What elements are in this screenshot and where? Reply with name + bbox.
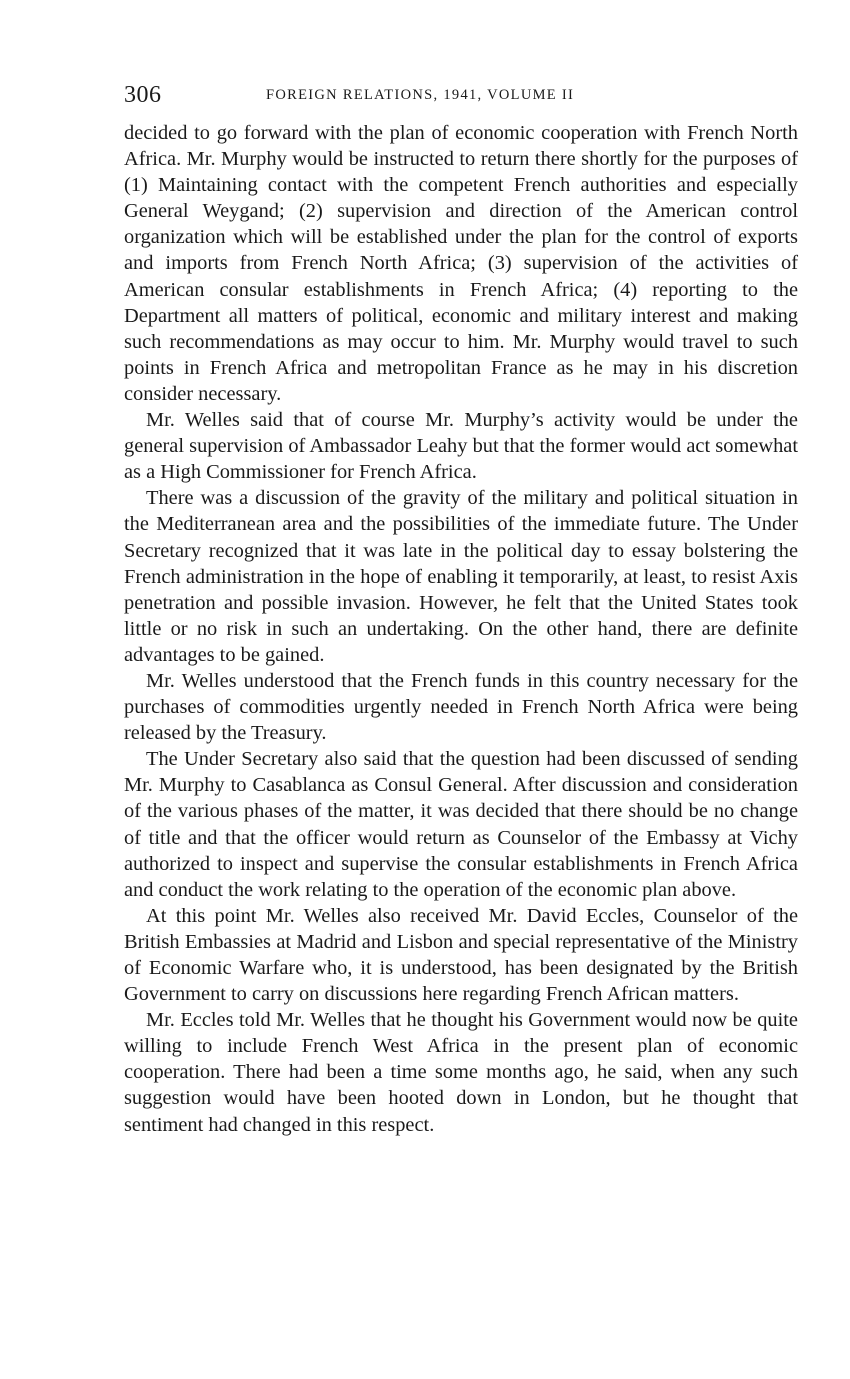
running-title: FOREIGN RELATIONS, 1941, VOLUME II bbox=[266, 87, 575, 103]
page-header bbox=[124, 78, 798, 112]
document-page bbox=[124, 78, 798, 1138]
paragraph-french-west-africa: Mr. Eccles told Mr. Welles that he thought his Government would now be quite willing to include French West Africa in the present plan of economic cooperation. There had been a time some months ago, he said, when any such suggestion would have been hooted down in London, but he thought that sentiment had changed in this respect. bbox=[124, 1009, 798, 1136]
paragraph-continuation: decided to go forward with the plan of economic cooperation with French North Africa. Mr. Murphy would be instructed to return there shortly for the purposes of (1) Maintaining contact with the competent French authorities and especially General Weygand; (2) supervision and direction of the American control organization which will be established under the plan for the control of exports and imports from French North Africa; (3) supervision of the activities of American consular establishments in French Africa; (4) reporting to the Department all matters of political, economic and military interest and making such recommendations as may occur to him. Mr. Murphy would travel to such points in French Africa and metropolitan France as he may in his discretion consider necessary. bbox=[124, 122, 798, 405]
page-number: 306 bbox=[124, 82, 162, 108]
paragraph-french-funds: Mr. Welles understood that the French funds in this country necessary for the purchases of commodities urgently needed in French North Africa were being released by the Treasury. bbox=[124, 669, 798, 745]
paragraph-mediterranean-situation: There was a discussion of the gravity of the military and political situation in the Mediterranean area and the possibilities of the immediate future. The Under Secretary recognized that it was late in the political day to essay bolstering the French administration in the hope of enabling it temporarily, at least, to resist Axis penetration and possible invasion. However, he felt that the United States took little or no risk in such an undertaking. On the other hand, there are definite advantages to be gained. bbox=[124, 487, 798, 666]
paragraph-consul-general: The Under Secretary also said that the question had been discussed of sending Mr. Murphy to Casablanca as Consul General. After discussion and consideration of the various phases of the matter, it was decided that there should be no change of title and that the officer would return as Counselor of the Embassy at Vichy authorized to inspect and supervise the consular establishments in French Africa and conduct the work relating to the operation of the economic plan above. bbox=[124, 748, 798, 901]
paragraph-david-eccles: At this point Mr. Welles also received Mr. David Eccles, Counselor of the British Embassies at Madrid and Lisbon and special representative of the Ministry of Economic Warfare who, it is understood, has been designated by the British Government to carry on discussions here regarding French African matters. bbox=[124, 904, 798, 1006]
paragraph-welles-supervision: Mr. Welles said that of course Mr. Murphy’s activity would be under the general supervision of Ambassador Leahy but that the former would act somewhat as a High Commissioner for French Africa. bbox=[124, 409, 798, 484]
body-text bbox=[124, 120, 798, 1138]
